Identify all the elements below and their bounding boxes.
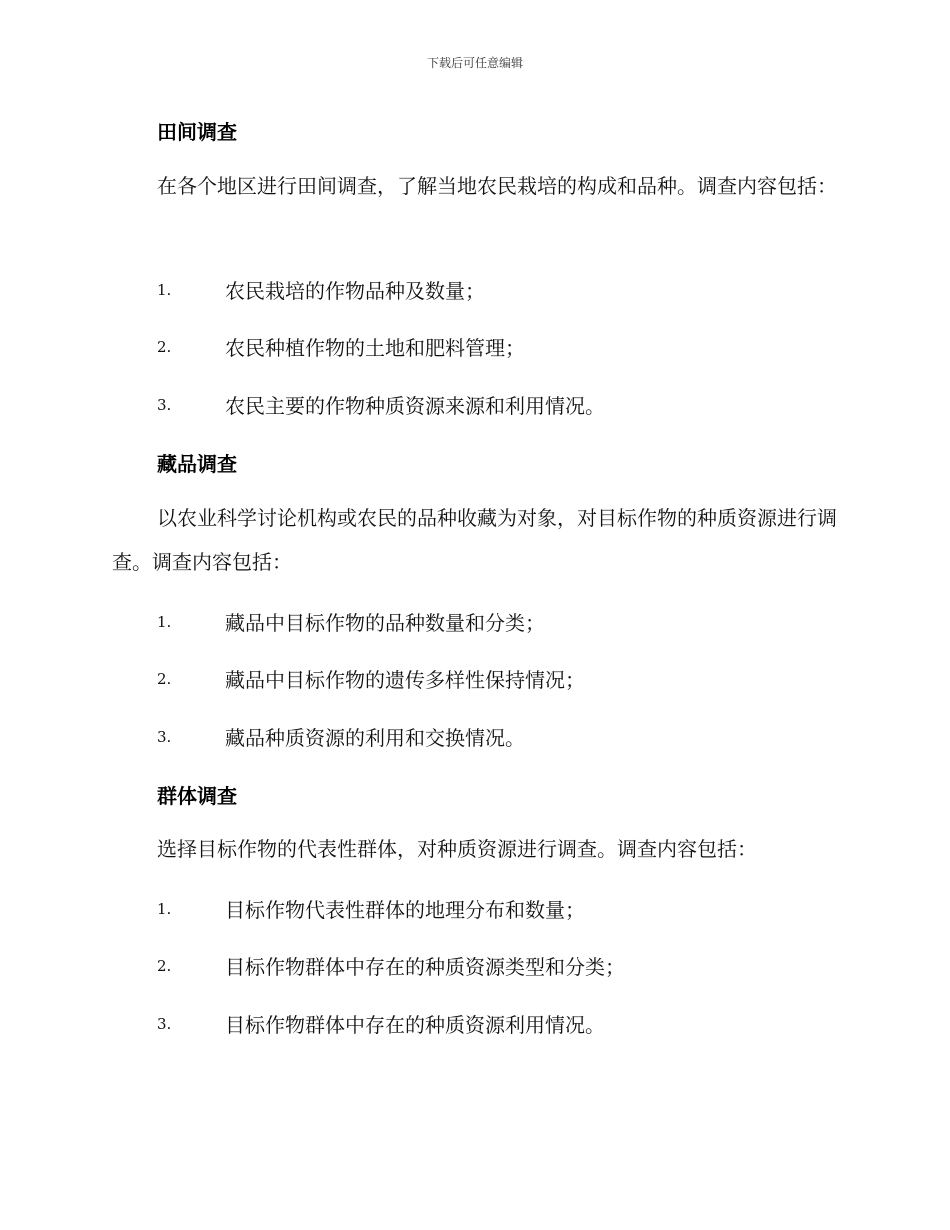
list-text: 目标作物群体中存在的种质资源利用情况。 bbox=[225, 1013, 605, 1037]
section-heading-field-survey: 田间调查 bbox=[157, 120, 237, 144]
list-item bbox=[157, 390, 605, 418]
list-text: 目标作物群体中存在的种质资源类型和分类； bbox=[225, 955, 625, 979]
list-item bbox=[157, 894, 585, 922]
list-item bbox=[157, 1009, 605, 1037]
list-number: 2. bbox=[157, 337, 172, 356]
list-number: 3. bbox=[157, 727, 172, 746]
list-number: 1. bbox=[157, 612, 172, 631]
list-number: 1. bbox=[157, 280, 172, 299]
section-paragraph-population-survey: 选择目标作物的代表性群体，对种质资源进行调查。调查内容包括： bbox=[157, 837, 757, 861]
list-text: 藏品种质资源的利用和交换情况。 bbox=[225, 726, 525, 750]
list-text: 农民种植作物的土地和肥料管理； bbox=[225, 336, 525, 360]
list-text: 目标作物代表性群体的地理分布和数量； bbox=[225, 898, 585, 922]
list-item bbox=[157, 275, 485, 303]
section-heading-population-survey: 群体调查 bbox=[157, 784, 237, 808]
list-item bbox=[157, 664, 585, 692]
header-note: 下载后可任意编辑 bbox=[426, 56, 523, 70]
list-number: 3. bbox=[157, 395, 172, 414]
list-text: 藏品中目标作物的品种数量和分类； bbox=[225, 611, 545, 635]
list-text: 农民栽培的作物品种及数量； bbox=[225, 279, 485, 303]
list-text: 农民主要的作物种质资源来源和利用情况。 bbox=[225, 394, 605, 418]
section-paragraph-field-survey: 在各个地区进行田间调查，了解当地农民栽培的构成和品种。调查内容包括： bbox=[157, 174, 837, 198]
list-text: 藏品中目标作物的遗传多样性保持情况； bbox=[225, 668, 585, 692]
list-number: 3. bbox=[157, 1014, 172, 1033]
list-item bbox=[157, 607, 545, 635]
list-number: 1. bbox=[157, 899, 172, 918]
section-paragraph-collection-survey: 以农业科学讨论机构或农民的品种收藏为对象，对目标作物的种质资源进行调查。调查内容包括： bbox=[112, 506, 837, 574]
list-number: 2. bbox=[157, 669, 172, 688]
list-number: 2. bbox=[157, 956, 172, 975]
list-item bbox=[157, 722, 525, 750]
list-item bbox=[157, 332, 525, 360]
list-item bbox=[157, 951, 625, 979]
section-heading-collection-survey: 藏品调查 bbox=[157, 452, 237, 476]
